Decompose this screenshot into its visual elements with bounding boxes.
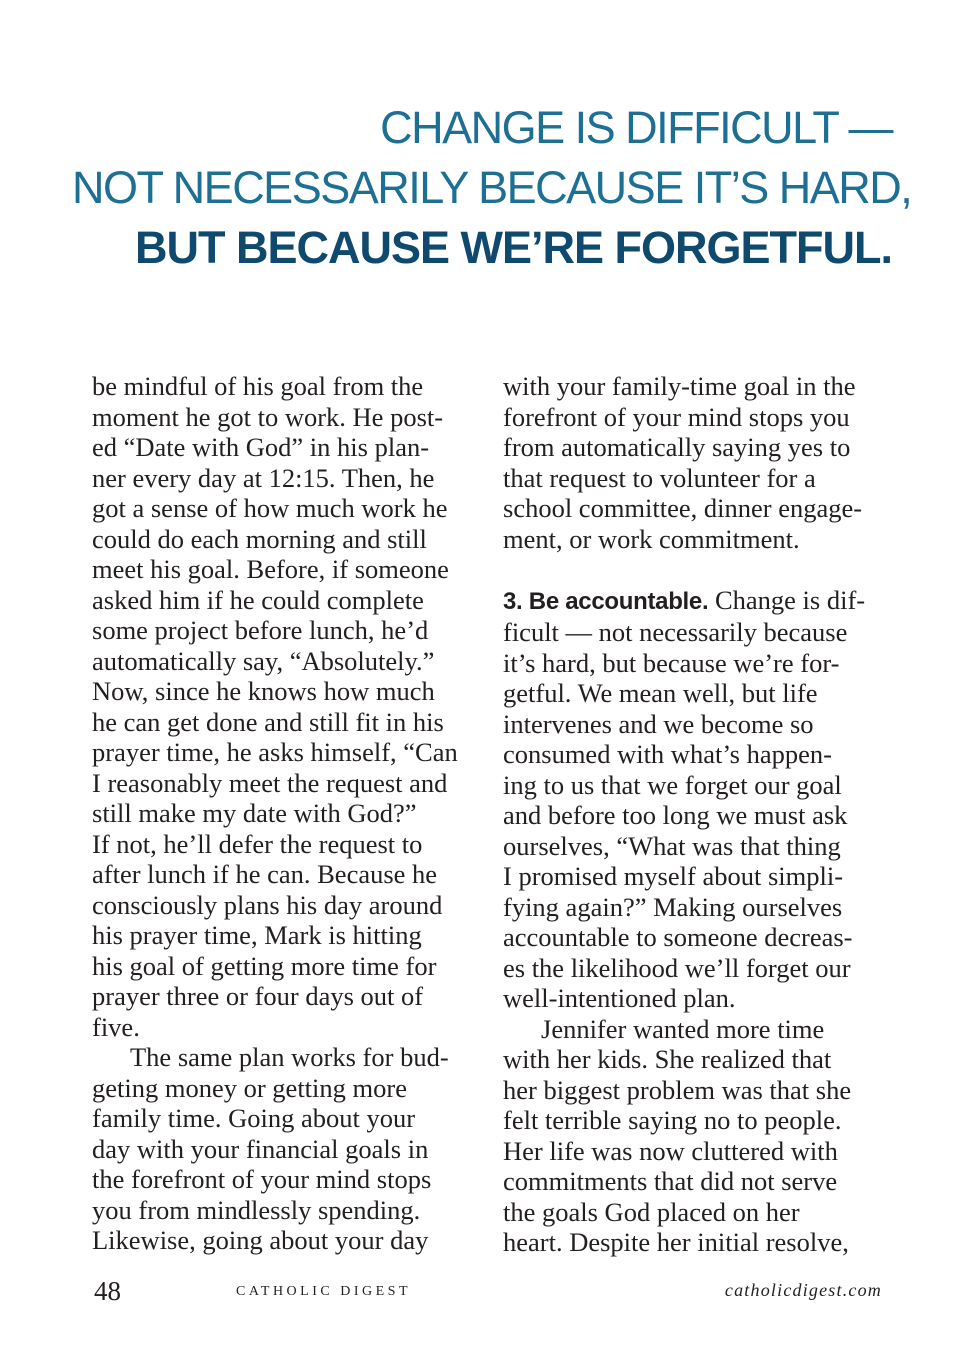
body-line: with your family-time goal in the — [503, 371, 856, 401]
body-line: his goal of getting more time for — [92, 950, 437, 981]
body-line: ner every day at 12:15. Then, he — [92, 462, 435, 493]
body-line: intervenes and we become so — [503, 708, 814, 739]
body-line: he can get done and still fit in his — [92, 706, 444, 737]
body-line: her biggest problem was that she — [503, 1074, 852, 1105]
body-line: Her life was now cluttered with — [503, 1135, 838, 1166]
website-url: catholicdigest.com — [724, 1280, 882, 1300]
body-line: meet his goal. Before, if someone — [92, 554, 449, 584]
left-column — [92, 371, 476, 1256]
body-line: got a sense of how much work he — [92, 493, 448, 523]
body-line: Now, since he knows how much — [92, 676, 435, 706]
body-line: the forefront of your mind stops — [92, 1164, 432, 1194]
subhead: 3. Be accountable. — [503, 587, 709, 615]
body-line: could do each morning and still — [92, 523, 427, 554]
body-line: ment, or work commitment. — [503, 523, 800, 554]
body-line: commitments that did not serve — [503, 1166, 838, 1196]
pull-quote — [72, 98, 912, 278]
body-line: Likewise, going about your day — [92, 1225, 429, 1255]
body-line: If not, he’ll defer the request to — [92, 828, 423, 859]
page-number: 48 — [94, 1276, 121, 1306]
body-line: asked him if he could complete — [92, 584, 424, 615]
body-line: day with your financial goals in — [92, 1133, 429, 1164]
subhead-line — [503, 585, 887, 618]
body-line: I reasonably meet the request and — [92, 767, 448, 798]
body-line: forefront of your mind stops you — [503, 401, 850, 432]
body-line: heart. Despite her initial resolve, — [503, 1227, 849, 1257]
body-line: some project before lunch, he’d — [92, 615, 429, 645]
body-line: es the likelihood we’ll forget our — [503, 952, 851, 983]
body-line: his prayer time, Mark is hitting — [92, 920, 422, 950]
body-line: after lunch if he can. Because he — [92, 859, 438, 889]
paragraph-gap — [503, 554, 887, 585]
body-line: you from mindlessly spending. — [92, 1194, 421, 1225]
body-line: ourselves, “What was that thing — [503, 830, 841, 861]
body-line: fying again?” Making ourselves — [503, 891, 843, 922]
body-line: automatically say, “Absolutely.” — [92, 645, 435, 676]
paragraph-start-line: The same plan works for bud- — [130, 1042, 449, 1072]
body-line: and before too long we must ask — [503, 800, 848, 830]
body-line: moment he got to work. He post- — [92, 401, 444, 432]
body-line: five. — [92, 1011, 140, 1042]
body-line: consumed with what’s happen- — [503, 739, 832, 769]
body-line: ing to us that we forget our goal — [503, 769, 842, 800]
body-line: geting money or getting more — [92, 1072, 407, 1103]
paragraph-start-line: Jennifer wanted more time — [541, 1013, 825, 1044]
body-line: it’s hard, but because we’re for- — [503, 647, 840, 678]
body-line: prayer three or four days out of — [92, 981, 424, 1011]
pull-quote-line-2: NOT NECESSARILY BECAUSE IT’S HARD, — [72, 162, 912, 213]
pull-quote-line-3: BUT BECAUSE WE’RE FORGETFUL. — [135, 222, 892, 273]
body-line: that request to volunteer for a — [503, 462, 816, 493]
subhead-continuation: Change is dif- — [708, 584, 866, 615]
body-line: getful. We mean well, but life — [503, 678, 818, 708]
body-line: consciously plans his day around — [92, 889, 443, 920]
body-line: still make my date with God?” — [92, 798, 417, 828]
body-line: ficult — not necessarily because — [503, 617, 848, 647]
body-line: well-intentioned plan. — [503, 983, 736, 1013]
body-line: felt terrible saying no to people. — [503, 1105, 842, 1135]
body-line: school committee, dinner engage- — [503, 493, 863, 523]
body-line: family time. Going about your — [92, 1103, 416, 1133]
magazine-name: CATHOLIC DIGEST — [236, 1284, 411, 1299]
body-line: the goals God placed on her — [503, 1196, 800, 1227]
body-line: ed “Date with God” in his plan- — [92, 432, 430, 462]
body-line: accountable to someone decreas- — [503, 922, 853, 952]
body-line: from automatically saying yes to — [503, 432, 851, 462]
right-column — [503, 371, 887, 1258]
body-line: be mindful of his goal from the — [92, 371, 424, 401]
pull-quote-line-1: CHANGE IS DIFFICULT — — [380, 102, 892, 153]
body-line: prayer time, he asks himself, “Can — [92, 737, 458, 767]
body-line: with her kids. She realized that — [503, 1044, 832, 1074]
body-line: I promised myself about simpli- — [503, 861, 844, 891]
